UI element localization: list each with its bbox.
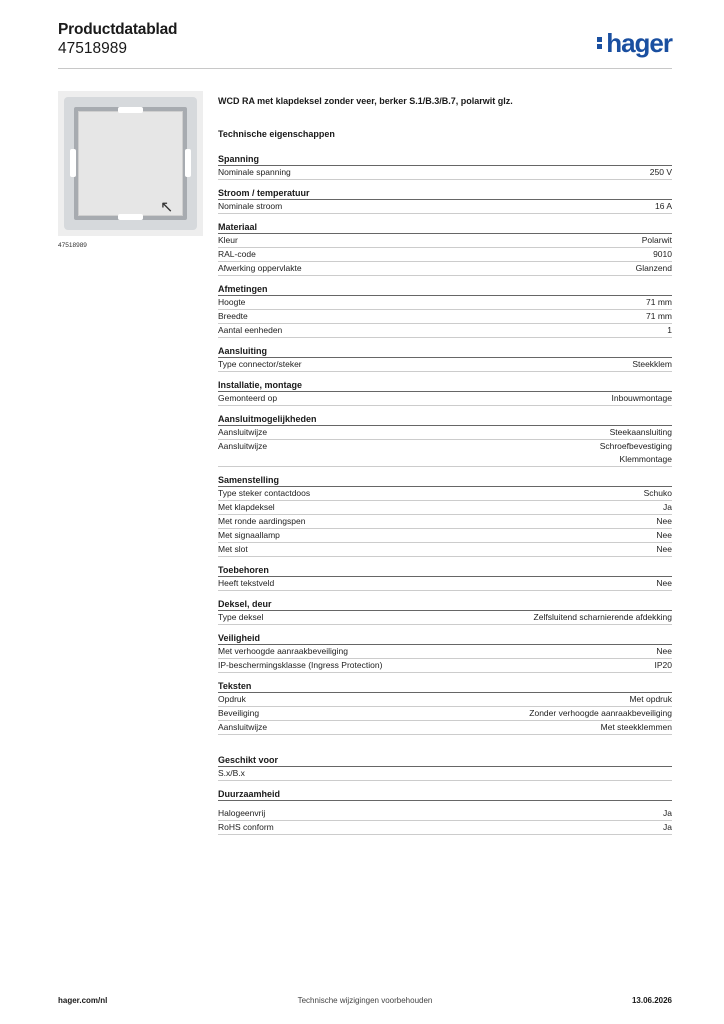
spec-value: [646, 296, 672, 309]
spec-row: [218, 721, 672, 735]
spec-value: [646, 310, 672, 323]
spec-row: [218, 166, 672, 180]
product-image: [58, 91, 203, 236]
spec-section: [218, 283, 672, 338]
page-title: Productdatablad: [58, 21, 178, 38]
spec-section: [218, 632, 672, 673]
spec-value-line: Steekaansluiting: [609, 427, 672, 437]
section-title: Teksten: [218, 680, 672, 693]
spec-value-line: Nee: [656, 544, 672, 554]
spec-row: [218, 234, 672, 248]
spec-label: Met signaallamp: [218, 530, 280, 540]
spec-row: [218, 659, 672, 673]
spec-row: [218, 577, 672, 591]
spec-section: [218, 680, 672, 735]
section-title: Veiligheid: [218, 632, 672, 645]
spec-section: [218, 754, 672, 781]
spec-row: [218, 440, 672, 467]
spec-label: Type connector/steker: [218, 359, 302, 369]
image-caption: 47518989: [58, 242, 87, 249]
spec-row: [218, 821, 672, 835]
spec-value: [644, 487, 672, 500]
spec-row: [218, 358, 672, 372]
spec-row: [218, 392, 672, 406]
socket-illustration-icon: ↖: [64, 97, 197, 230]
spec-label: Aansluitwijze: [218, 427, 268, 437]
spec-section: [218, 564, 672, 591]
spec-row: [218, 248, 672, 262]
spec-value: [653, 248, 672, 261]
spec-label: Beveiliging: [218, 708, 260, 718]
section-title: Spanning: [218, 153, 672, 166]
spec-row: [218, 611, 672, 625]
page-header: [58, 20, 672, 68]
spec-row: [218, 529, 672, 543]
spec-section: [218, 474, 672, 557]
spec-row: [218, 296, 672, 310]
spec-value-line: IP20: [654, 660, 672, 670]
spec-row: [218, 200, 672, 214]
spec-section: [218, 413, 672, 467]
spec-row: [218, 693, 672, 707]
spec-label: Kleur: [218, 235, 238, 245]
spec-value: [656, 645, 672, 658]
spec-label: Nominale spanning: [218, 167, 291, 177]
spec-label: Met klapdeksel: [218, 502, 275, 512]
footer-date: 13.06.2026: [631, 996, 672, 1005]
footer-website-link[interactable]: hager.com/nl: [58, 996, 108, 1005]
spec-label: Halogeenvrij: [218, 808, 266, 818]
spec-value: [642, 234, 672, 247]
spec-value: [610, 426, 672, 439]
spec-label: Aansluitwijze: [218, 441, 268, 451]
spec-value: [656, 529, 672, 542]
spec-value-line: 250 V: [649, 167, 672, 177]
footer-note: Technische wijzigingen voorbehouden: [297, 996, 433, 1005]
spec-value-line: 71 mm: [646, 297, 672, 307]
spec-label: Met ronde aardingspen: [218, 516, 306, 526]
spec-value: [636, 262, 672, 275]
spec-label: Met verhoogde aanraakbeveiliging: [218, 646, 348, 656]
section-title: Aansluitmogelijkheden: [218, 413, 672, 426]
spec-label: RAL-code: [218, 249, 256, 259]
spec-row: [218, 487, 672, 501]
spec-value-line: Steekklem: [632, 359, 672, 369]
spec-row: [218, 543, 672, 557]
spec-row: [218, 262, 672, 276]
spec-label: Afwerking oppervlakte: [218, 263, 302, 273]
spec-value: [650, 166, 672, 179]
header-divider: [58, 68, 672, 69]
spec-value-line: 9010: [653, 249, 672, 259]
spec-value-line: Zelfsluitend scharnierende afdekking: [533, 612, 672, 622]
spec-value-line: Inbouwmontage: [611, 393, 672, 403]
spec-value: [600, 440, 672, 466]
spec-sections: [218, 153, 672, 835]
section-title: Samenstelling: [218, 474, 672, 487]
spec-row: [218, 707, 672, 721]
spec-value-line: Nee: [656, 516, 672, 526]
product-description: WCD RA met klapdeksel zonder veer, berker S.1/B.3/B.7, polarwit glz.: [218, 96, 513, 106]
spec-value-line: Zonder verhoogde aanraakbeveiliging: [529, 708, 672, 718]
spec-value: [655, 200, 672, 213]
spec-value-line: 1: [667, 325, 672, 335]
spec-value-line: Ja: [663, 822, 672, 832]
section-title: Toebehoren: [218, 564, 672, 577]
spec-value: [667, 324, 672, 337]
hager-logo: hager: [597, 28, 672, 59]
spec-label: Aantal eenheden: [218, 325, 283, 335]
spec-value-line: Schroefbevestiging: [599, 441, 672, 451]
spec-value: [663, 501, 672, 514]
spec-label: Hoogte: [218, 297, 246, 307]
spec-label: IP-beschermingsklasse (Ingress Protection): [218, 660, 383, 670]
spec-section: [218, 221, 672, 276]
logo-dots-icon: [597, 35, 603, 51]
spec-label: Type deksel: [218, 612, 264, 622]
spec-value: [663, 807, 672, 820]
spec-value-line: Schuko: [643, 488, 672, 498]
section-title: Stroom / temperatuur: [218, 187, 672, 200]
spec-section: [218, 345, 672, 372]
spec-label: Aansluitwijze: [218, 722, 268, 732]
spec-value-line: Glanzend: [635, 263, 672, 273]
spec-value-line: Met steekklemmen: [600, 722, 672, 732]
spec-value: [601, 721, 672, 734]
spec-section: [218, 187, 672, 214]
section-gap: [218, 742, 672, 754]
spec-row: [218, 501, 672, 515]
spec-row: [218, 767, 672, 781]
spec-row: [218, 807, 672, 821]
spec-value: [534, 611, 672, 624]
spec-label: Type steker contactdoos: [218, 488, 311, 498]
spec-row: [218, 324, 672, 338]
section-title: Geschikt voor: [218, 754, 672, 767]
section-title: Materiaal: [218, 221, 672, 234]
spec-label: Opdruk: [218, 694, 246, 704]
spec-value: [632, 358, 672, 371]
spec-row: [218, 310, 672, 324]
spec-section: [218, 598, 672, 625]
spec-label: Met slot: [218, 544, 248, 554]
section-title: Installatie, montage: [218, 379, 672, 392]
product-number: 47518989: [58, 40, 127, 57]
section-title: Aansluiting: [218, 345, 672, 358]
spec-value: [629, 693, 672, 706]
spec-content: [218, 96, 672, 842]
spec-section: [218, 788, 672, 835]
spec-value: [529, 707, 672, 720]
spec-row: [218, 645, 672, 659]
spec-value-line: Nee: [656, 646, 672, 656]
spec-section: [218, 379, 672, 406]
spec-value-line: 71 mm: [646, 311, 672, 321]
spec-value-line: Met opdruk: [629, 694, 672, 704]
section-title: Duurzaamheid: [218, 788, 672, 801]
spec-label: Breedte: [218, 311, 248, 321]
spec-label: Nominale stroom: [218, 201, 283, 211]
spec-value-line: 16 A: [654, 201, 672, 211]
spec-label: Heeft tekstveld: [218, 578, 275, 588]
spec-value-line: Klemmontage: [619, 454, 672, 464]
section-title: Deksel, deur: [218, 598, 672, 611]
spec-label: S.x/B.x: [218, 768, 245, 778]
spec-section: [218, 153, 672, 180]
spec-row: [218, 515, 672, 529]
spec-value: [656, 543, 672, 556]
spec-value: [612, 392, 673, 405]
spec-value-line: Nee: [656, 578, 672, 588]
spec-value: [663, 821, 672, 834]
spec-value-line: Ja: [663, 502, 672, 512]
spec-value-line: Nee: [656, 530, 672, 540]
spec-value: [655, 659, 673, 672]
spec-value-line: Polarwit: [641, 235, 672, 245]
spec-label: RoHS conform: [218, 822, 274, 832]
spec-value: [656, 577, 672, 590]
section-title: Afmetingen: [218, 283, 672, 296]
spec-value: [656, 515, 672, 528]
spec-value-line: Ja: [663, 808, 672, 818]
spec-label: Gemonteerd op: [218, 393, 278, 403]
properties-heading: Technische eigenschappen: [218, 129, 335, 139]
page-footer: [58, 996, 672, 1008]
spec-row: [218, 426, 672, 440]
